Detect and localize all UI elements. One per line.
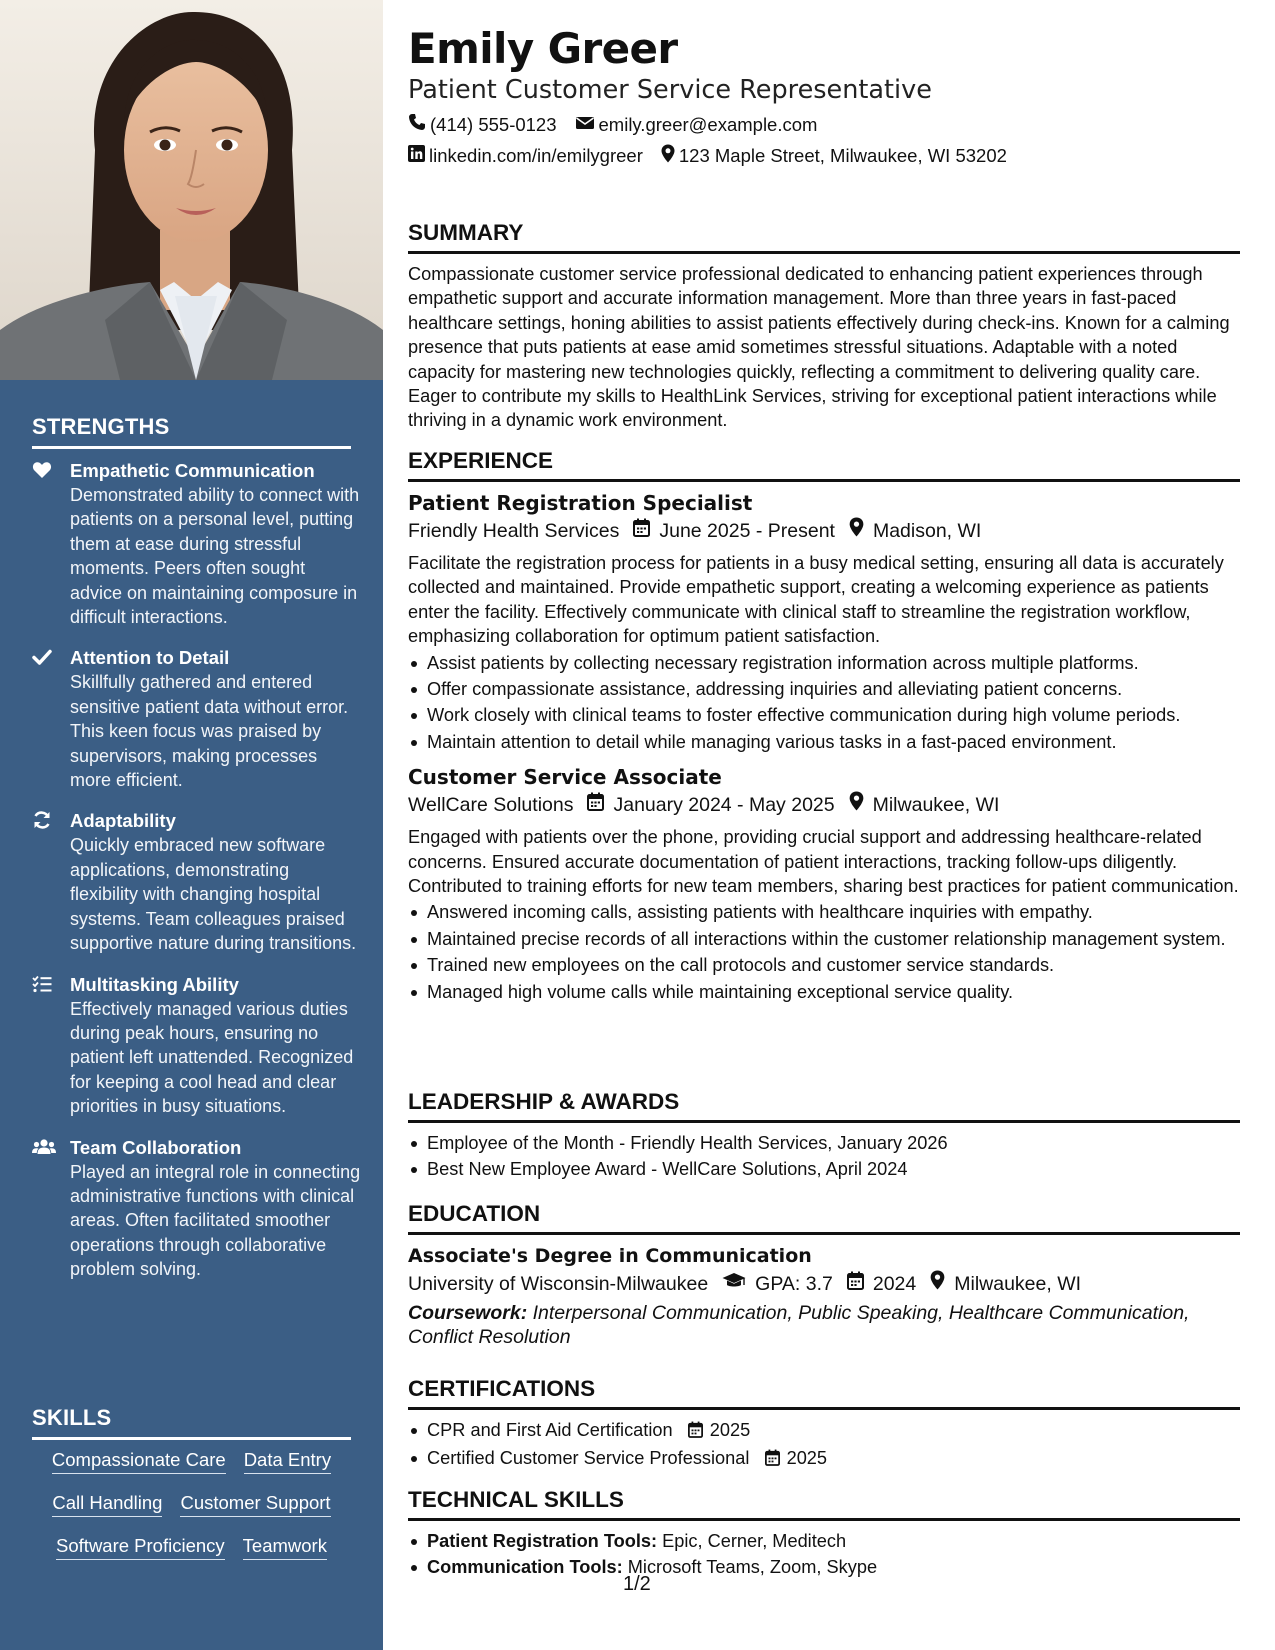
calendar-icon	[587, 790, 613, 820]
skill-tag: Customer Support	[180, 1491, 330, 1517]
list-item: Best New Employee Award - WellCare Solutions, April 2024	[408, 1157, 1240, 1181]
sync-icon	[32, 808, 70, 955]
location-pin-icon	[849, 516, 873, 546]
job-entry	[408, 490, 1240, 754]
job-description: Engaged with patients over the phone, providing crucial support and addressing healthcare-related concerns. Ensured accurate documentation of patient interactions, tracking follow-ups diligently. Contributed to training efforts for new team members, sharing best practices for patient communication.	[408, 827, 1239, 897]
technical-skills-list	[408, 1529, 1240, 1580]
page-number: 1/2	[623, 1573, 651, 1595]
strengths-heading: STRENGTHS	[32, 414, 351, 449]
list-item	[408, 1446, 1240, 1472]
summary-section	[408, 220, 1240, 433]
list-item: Employee of the Month - Friendly Health Services, January 2026	[408, 1131, 1240, 1155]
coursework-label: Coursework:	[408, 1302, 528, 1324]
email-icon	[575, 114, 599, 136]
tech-value: Microsoft Teams, Zoom, Skype	[627, 1557, 878, 1578]
linkedin-link[interactable]: linkedin.com/in/emilygreer	[429, 145, 643, 166]
list-item: Assist patients by collecting necessary registration information across multiple platforms.	[408, 651, 1240, 675]
section-heading: EXPERIENCE	[408, 448, 1240, 482]
profile-photo	[0, 0, 383, 380]
candidate-name: Emily Greer	[408, 24, 678, 73]
strength-description: Effectively managed various duties during peak hours, ensuring no patient left unattended. Recognized for keeping a cool head and clear priorities in busy situations.	[70, 998, 354, 1117]
users-icon	[32, 1135, 70, 1282]
calendar-icon	[633, 516, 659, 546]
certifications-section	[408, 1376, 1240, 1475]
skill-tag: Teamwork	[243, 1534, 327, 1560]
strength-item	[32, 972, 362, 1119]
company: WellCare Solutions	[408, 794, 574, 817]
check-icon	[32, 645, 70, 792]
phone-number[interactable]: (414) 555-0123	[430, 113, 557, 135]
coursework	[408, 1301, 1240, 1350]
job-dates: January 2024 - May 2025	[613, 794, 835, 817]
strength-title: Empathetic Communication	[70, 460, 315, 481]
section-heading: SUMMARY	[408, 220, 1240, 254]
tech-label: Communication Tools:	[427, 1557, 623, 1578]
strength-item	[32, 645, 362, 792]
graduation-cap-icon	[722, 1269, 755, 1299]
list-item	[408, 1418, 1240, 1444]
strength-description: Skillfully gathered and entered sensitive patient data without error. This keen focus was praised by supervisors, making processes more efficient.	[70, 672, 349, 791]
strength-description: Demonstrated ability to connect with patients on a personal level, putting them at ease during stressful moments. Peers often sought advice on maintaining composure in difficult interactions.	[70, 485, 360, 628]
calendar-icon	[765, 1448, 780, 1472]
strength-title: Multitasking Ability	[70, 973, 239, 995]
contact-row-2	[408, 144, 1025, 168]
list-item: Maintained precise records of all interactions within the customer relationship management system.	[408, 927, 1240, 951]
awards-list	[408, 1131, 1240, 1182]
linkedin-icon	[408, 145, 429, 167]
email-link[interactable]: emily.greer@example.com	[598, 113, 818, 135]
list-item	[408, 1555, 1240, 1579]
address: 123 Maple Street, Milwaukee, WI 53202	[678, 145, 1007, 166]
list-item: Offer compassionate assistance, addressing inquiries and alleviating patient concerns.	[408, 677, 1240, 701]
job-bullets	[408, 900, 1240, 1004]
skill-tag: Software Proficiency	[56, 1534, 225, 1560]
school: University of Wisconsin-Milwaukee	[408, 1273, 709, 1295]
location-pin-icon	[661, 144, 679, 168]
tech-value: Epic, Cerner, Meditech	[662, 1531, 847, 1551]
strength-item	[32, 458, 362, 629]
certification-name: CPR and First Aid Certification	[427, 1420, 673, 1440]
technical-skills-section	[408, 1487, 1240, 1582]
location-pin-icon	[849, 790, 873, 820]
section-heading: CERTIFICATIONS	[408, 1376, 1240, 1410]
strengths-list	[32, 458, 362, 1298]
job-title: Patient Registration Specialist	[408, 491, 753, 515]
skill-tag: Call Handling	[52, 1491, 162, 1517]
list-check-icon	[32, 972, 70, 1119]
education-meta	[408, 1269, 1240, 1299]
section-heading: EDUCATION	[408, 1201, 1240, 1235]
job-meta	[408, 790, 1240, 820]
summary-text: Compassionate customer service professional dedicated to enhancing patient experiences through empathetic support and accurate information management. More than three years in fast-paced healthcare settings, honing abilities to assist patients effectively during check-ins. Known for a calming presence that puts patients at ease amid sometimes stressful situations. Adaptable with a noted capacity for mastering new technologies quickly, reflecting a commitment to delivering quality care. Eager to contribute my skills to HealthLink Services, striving for exceptional patient interactions while thriving in a dynamic work environment.	[408, 264, 1230, 431]
awards-section	[408, 1089, 1240, 1184]
calendar-icon	[688, 1420, 703, 1444]
strength-description: Played an integral role in connecting administrative functions with clinical areas. Often facilitated smoother operations through collaborative problem solving.	[70, 1161, 361, 1280]
skills-list	[32, 1448, 362, 1577]
list-item: Managed high volume calls while maintaining exceptional service quality.	[408, 980, 1240, 1004]
education-section	[408, 1201, 1240, 1350]
list-item: Trained new employees on the call protocols and customer service standards.	[408, 953, 1240, 977]
job-location: Milwaukee, WI	[872, 794, 1000, 817]
gpa: GPA: 3.7	[755, 1273, 833, 1295]
certification-year: 2025	[709, 1420, 751, 1440]
strength-title: Attention to Detail	[70, 647, 230, 669]
education-location: Milwaukee, WI	[954, 1273, 1082, 1295]
strength-item	[32, 808, 362, 955]
company: Friendly Health Services	[408, 520, 620, 542]
list-item: Answered incoming calls, assisting patients with healthcare inquiries with empathy.	[408, 900, 1240, 924]
tech-label: Patient Registration Tools:	[427, 1531, 658, 1551]
job-bullets	[408, 651, 1240, 755]
section-heading: LEADERSHIP & AWARDS	[408, 1089, 1240, 1123]
strength-title: Adaptability	[70, 810, 176, 832]
experience-section	[408, 448, 1240, 1006]
job-meta	[408, 516, 1240, 546]
strength-item	[32, 1135, 362, 1282]
certification-year: 2025	[786, 1448, 828, 1469]
list-item	[408, 1529, 1240, 1553]
sidebar	[0, 0, 383, 1650]
job-description: Facilitate the registration process for patients in a busy medical setting, ensuring all data is accurately collected and maintained. Provide empathetic support, creating a welcoming experience as patients enter the facility. Effectively communicate with clinical staff to streamline the registration workflow, emphasizing collaboration for optimum patient satisfaction.	[408, 553, 1224, 647]
list-item: Work closely with clinical teams to foster effective communication during high volume periods.	[408, 703, 1240, 727]
certifications-list	[408, 1418, 1240, 1473]
section-heading: TECHNICAL SKILLS	[408, 1487, 1240, 1521]
degree: Associate's Degree in Communication	[408, 1245, 812, 1267]
location-pin-icon	[930, 1269, 954, 1299]
calendar-icon	[847, 1269, 873, 1299]
job-title: Customer Service Associate	[408, 765, 722, 790]
list-item: Maintain attention to detail while managing various tasks in a fast-paced environment.	[408, 730, 1240, 754]
job-dates: June 2025 - Present	[659, 520, 835, 542]
skills-heading: SKILLS	[32, 1405, 351, 1440]
phone-icon	[408, 113, 430, 136]
job-entry	[408, 764, 1240, 1004]
graduation-year: 2024	[872, 1273, 917, 1295]
job-location: Madison, WI	[872, 520, 982, 542]
candidate-title: Patient Customer Service Representative	[408, 75, 932, 105]
skill-tag: Data Entry	[244, 1448, 331, 1474]
heart-icon	[32, 458, 70, 629]
coursework-list: Interpersonal Communication, Public Speaking, Healthcare Communication, Conflict Resolution	[408, 1302, 1190, 1349]
strength-title: Team Collaboration	[70, 1136, 242, 1158]
contact-row-1	[408, 113, 835, 136]
certification-name: Certified Customer Service Professional	[427, 1448, 750, 1469]
skill-tag: Compassionate Care	[52, 1448, 226, 1474]
strength-description: Quickly embraced new software applications, demonstrating flexibility with changing hospital systems. Team colleagues praised supportive nature during transitions.	[70, 835, 357, 954]
